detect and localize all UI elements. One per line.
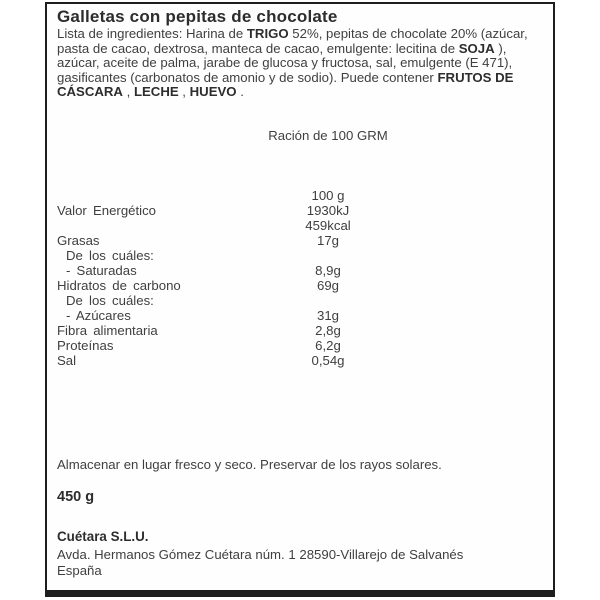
nutrition-row-saturates [57, 263, 543, 278]
ingredients-part: , [122, 84, 134, 100]
nutrition-row-of-which-2 [57, 293, 543, 308]
manufacturer-name: Cuétara S.L.U. [57, 528, 149, 544]
nutrition-row-energy-kcal [57, 218, 543, 233]
storage-instructions: Almacenar en lugar fresco y seco. Preservar de los rayos solares. [57, 456, 442, 472]
ingredients-paragraph [57, 27, 543, 100]
nutrition-table [57, 188, 543, 368]
nutrition-value: 0,54g [311, 352, 345, 368]
nutrition-label: De los cuáles: [66, 292, 154, 308]
ingredients-part: ), azúcar, aceite de palma, jarabe de glucosa y fructosa, sal, emulgente (E 471), gasificantes (carbonatos de amonio y de sodio). Puede contener [57, 40, 513, 85]
nutrition-value: 8,9g [315, 262, 341, 278]
allergen-soja: SOJA [458, 40, 495, 56]
nutrition-row-fibre [57, 323, 543, 338]
nutrition-value: 2,8g [315, 322, 341, 338]
nutrition-row-energy-kj [57, 203, 543, 218]
product-title: Galletas con pepitas de chocolate [57, 7, 338, 26]
nutrition-row-carbohydrate [57, 278, 543, 293]
ingredients-part: 52%, pepitas de chocolate 20% (azúcar, pasta de cacao, dextrosa, manteca de cacao, emulgente: lecitina de [57, 26, 528, 56]
manufacturer-country: España [57, 562, 102, 578]
nutrition-row-salt [57, 353, 543, 368]
ingredients-part: , [178, 84, 190, 100]
allergen-trigo: TRIGO [246, 26, 289, 41]
allergen-frutos-de-cascara: FRUTOS DE CÁSCARA [57, 69, 514, 100]
nutrition-label: - Saturadas [66, 262, 137, 278]
nutrition-value: 6,2g [315, 337, 341, 353]
nutrition-label: - Azúcares [66, 307, 131, 323]
ingredients-intro: Lista de ingredientes: Harina de [57, 26, 247, 41]
allergen-leche: LECHE [133, 84, 179, 100]
nutrition-value: 31g [316, 307, 339, 323]
net-weight: 450 g [57, 488, 95, 505]
ingredients-part: . [236, 84, 244, 100]
nutrition-value: 459kcal [305, 217, 351, 233]
nutrition-row-of-which-1 [57, 248, 543, 263]
nutrition-row-sugars [57, 308, 543, 323]
nutrition-label: Grasas [57, 232, 100, 248]
nutrition-row-fat [57, 233, 543, 248]
nutrition-column-header: 100 g [311, 187, 345, 203]
nutrition-row-protein [57, 338, 543, 353]
nutrition-label: Valor Energético [57, 202, 157, 218]
label-content [47, 4, 553, 579]
nutrition-label: Sal [57, 352, 77, 368]
manufacturer-address: Avda. Hermanos Gómez Cuétara núm. 1 28590-Villarejo de Salvanés [57, 546, 464, 562]
nutrition-label: Hidratos de carbono [57, 277, 181, 293]
nutrition-label: Fibra alimentaria [57, 322, 158, 338]
nutrition-value: 17g [316, 232, 339, 248]
serving-size-line: Ración de 100 GRM [268, 127, 388, 143]
nutrition-value: 1930kJ [306, 202, 350, 218]
nutrition-column-header-row [57, 188, 543, 203]
product-label [45, 2, 555, 597]
nutrition-label: Proteínas [57, 337, 114, 353]
nutrition-value: 69g [316, 277, 339, 293]
allergen-huevo: HUEVO [189, 84, 237, 100]
nutrition-label: De los cuáles: [66, 247, 154, 263]
